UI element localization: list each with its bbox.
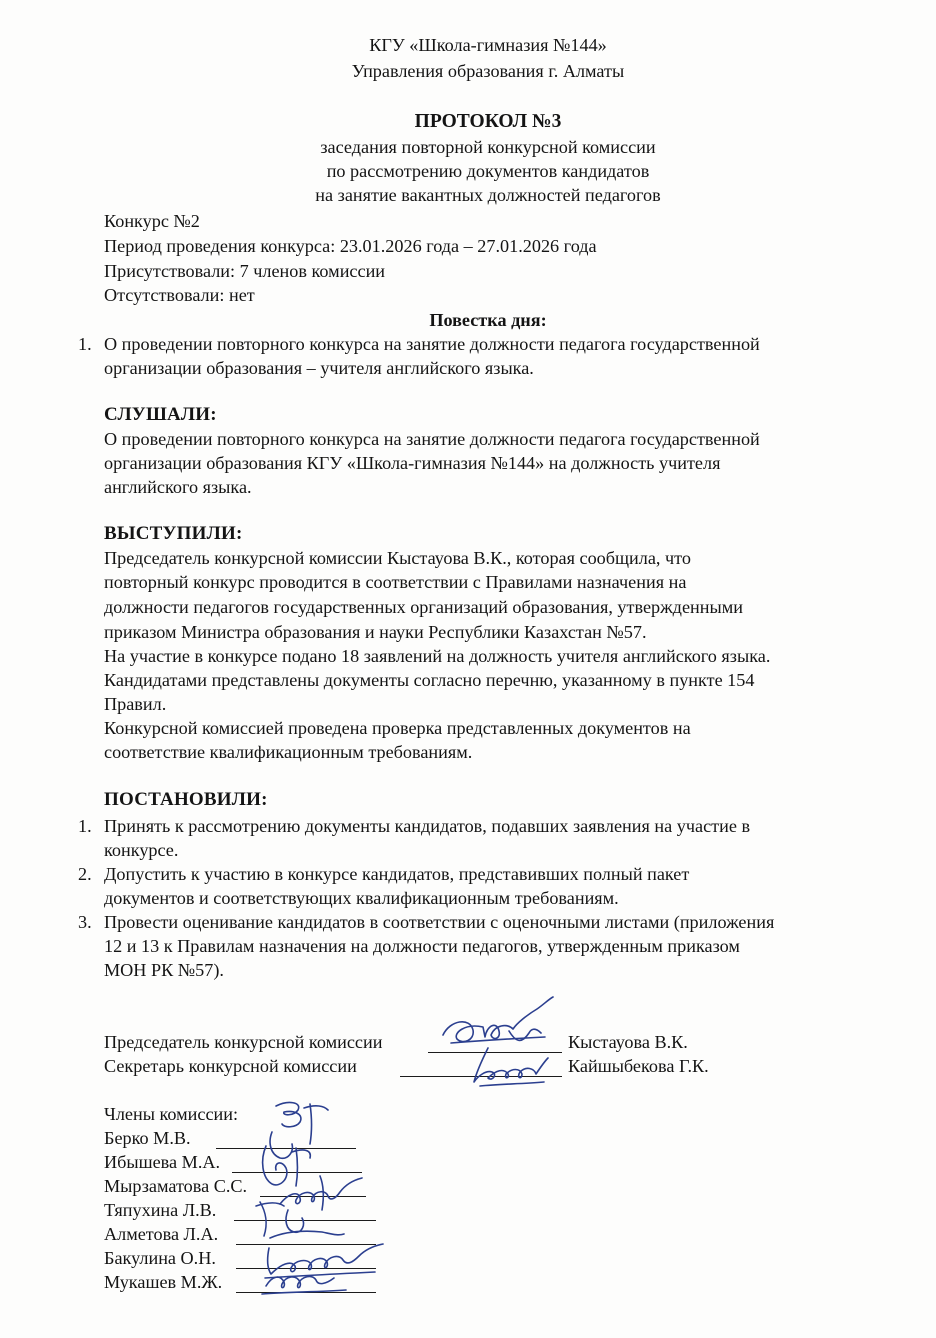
protocol-subtitle-line-1: заседания повторной конкурсной комиссии [320, 137, 656, 157]
resolved-heading: ПОСТАНОВИЛИ: [104, 789, 268, 810]
heard-heading: СЛУШАЛИ: [104, 404, 217, 425]
spoke-line: должности педагогов государственных организаций образования, утвержденными [104, 597, 743, 617]
contest-period: Период проведения конкурса: 23.01.2026 года – 27.01.2026 года [104, 236, 597, 256]
resolved-item-line: МОН РК №57). [104, 960, 224, 980]
secretary-label: Секретарь конкурсной комиссии [104, 1056, 357, 1076]
spoke-line: соответствие квалификационным требованиям. [104, 742, 473, 762]
member-name: Мырзаматова С.С. [104, 1176, 248, 1196]
member-signature-mukashev [256, 1262, 366, 1302]
spoke-line: Правил. [104, 694, 167, 714]
resolved-item-line: документов и соответствующих квалификационным требованиям. [104, 888, 619, 908]
organization-name: КГУ «Школа-гимназия №144» [369, 35, 607, 55]
resolved-item-line: Провести оценивание кандидатов в соответствии с оценочными листами (приложения [104, 912, 775, 932]
spoke-line: Председатель конкурсной комиссии Кыстауова В.К., которая сообщила, что [104, 548, 691, 568]
members-heading: Члены комиссии: [104, 1104, 239, 1124]
agenda-item-number: 1. [78, 334, 92, 354]
agenda-item-line: организации образования – учителя английского языка. [104, 358, 534, 378]
heard-line: организации образования КГУ «Школа-гимназия №144» на должность учителя [104, 453, 721, 473]
member-name: Берко М.В. [104, 1128, 191, 1148]
resolved-item-number: 3. [78, 912, 92, 932]
spoke-heading: ВЫСТУПИЛИ: [104, 523, 243, 544]
contest-number: Конкурс №2 [104, 211, 200, 231]
resolved-item-number: 1. [78, 816, 92, 836]
member-name: Бакулина О.Н. [104, 1248, 216, 1268]
spoke-line: повторный конкурс проводится в соответствии с Правилами назначения на [104, 572, 687, 592]
agenda-heading: Повестка дня: [429, 310, 547, 330]
protocol-subtitle-line-2: по рассмотрению документов кандидатов [326, 161, 650, 181]
spoke-line: приказом Министра образования и науки Республики Казахстан №57. [104, 622, 647, 642]
heard-line: английского языка. [104, 477, 252, 497]
resolved-item-line: Принять к рассмотрению документы кандидатов, подавших заявления на участие в [104, 816, 751, 836]
chair-name: Кыстауова В.К. [568, 1032, 688, 1052]
members-present: Присутствовали: 7 членов комиссии [104, 261, 386, 281]
secretary-name: Кайшыбекова Г.К. [568, 1056, 709, 1076]
resolved-item-line: 12 и 13 к Правилам назначения на должности педагогов, утвержденным приказом [104, 936, 740, 956]
resolved-item-number: 2. [78, 864, 92, 884]
members-absent: Отсутствовали: нет [104, 285, 255, 305]
protocol-title: ПРОТОКОЛ №3 [414, 111, 562, 132]
secretary-handwritten-signature [460, 1040, 560, 1100]
heard-line: О проведении повторного конкурса на занятие должности педагога государственной [104, 429, 760, 449]
member-name: Ибышева М.А. [104, 1152, 221, 1172]
protocol-subtitle-line-3: на занятие вакантных должностей педагогов [315, 185, 661, 205]
spoke-line: Конкурсной комиссией проведена проверка представленных документов на [104, 718, 691, 738]
spoke-line: На участие в конкурсе подано 18 заявлений на должность учителя английского языка. [104, 646, 771, 666]
member-name: Мукашев М.Ж. [104, 1272, 223, 1292]
spoke-line: Кандидатами представлены документы согласно перечню, указанному в пункте 154 [104, 670, 755, 690]
resolved-item-line: конкурсе. [104, 840, 179, 860]
agenda-item-line: О проведении повторного конкурса на занятие должности педагога государственной [104, 334, 760, 354]
member-name: Тяпухина Л.В. [104, 1200, 217, 1220]
chair-label: Председатель конкурсной комиссии [104, 1032, 383, 1052]
member-name: Алметова Л.А. [104, 1224, 219, 1244]
resolved-item-line: Допустить к участию в конкурсе кандидатов, представивших полный пакет [104, 864, 690, 884]
department-name: Управления образования г. Алматы [351, 61, 625, 81]
